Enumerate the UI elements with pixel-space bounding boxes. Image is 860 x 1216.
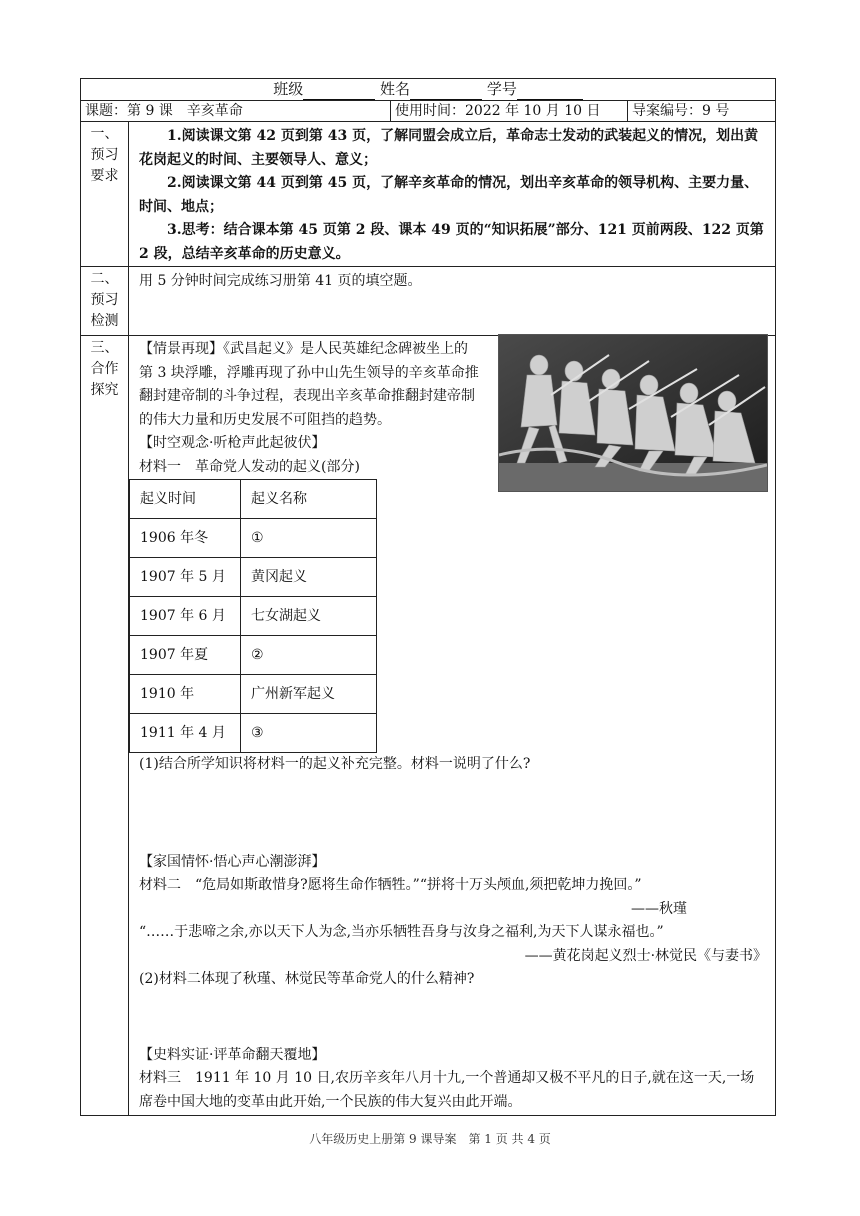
class-blank[interactable] — [303, 84, 375, 100]
table-row: 1910 年 广州新军起义 — [130, 675, 377, 714]
topic: 课题：第 9 课 辛亥革命 — [81, 101, 391, 122]
relief-illustration — [499, 335, 767, 491]
col-head-time: 起义时间 — [130, 480, 241, 519]
page-footer: 八年级历史上册第 9 课导案 第 1 页 共 4 页 — [309, 1132, 551, 1146]
material-2b: “……于悲啼之余,亦以天下人为念,当亦乐牺牲吾身与汝身之福利,为天下人谋永福也。” — [139, 924, 664, 940]
req-2: 2.阅读课文第 44 页到第 45 页，了解辛亥革命的情况，划出辛亥革命的领导机构、主要力量、时间、地点； — [139, 175, 759, 215]
main-table — [80, 78, 776, 1116]
section-1-label: 一、 预习 要求 — [81, 122, 129, 267]
answer-space-2[interactable] — [139, 992, 767, 1044]
class-label: 班级 — [273, 80, 304, 98]
uprising-table — [129, 479, 377, 753]
heading-time-space: 【时空观念·听枪声此起彼伏】 — [139, 435, 326, 451]
section-2-content: 用 5 分钟时间完成练习册第 41 页的填空题。 — [129, 267, 776, 336]
material-3: 材料三 1911 年 10 月 10 日,农历辛亥年八月十九,一个普通却又极不平凡的日子,就在这一天,一场席卷中国大地的变革由此开始,一个民族的伟大复兴由此开端。 — [139, 1070, 755, 1110]
section-1-content — [129, 122, 776, 267]
material-2a: 材料二 “危局如斯敢惜身?愿将生命作牺牲。”“拼将十万头颅血,须把乾坤力挽回。” — [139, 877, 642, 893]
req-1: 1.阅读课文第 42 页到第 43 页，了解同盟会成立后，革命志士发动的武装起义的情况，划出黄花岗起义的时间、主要领导人、意义； — [139, 128, 759, 168]
table-row: 1911 年 4 月 ③ — [130, 714, 377, 753]
question-2: (2)材料二体现了秋瑾、林觉民等革命党人的什么精神? — [139, 971, 475, 987]
header-row — [81, 79, 776, 101]
material-2a-source: ——秋瑾 — [631, 900, 688, 917]
name-blank[interactable] — [410, 84, 482, 100]
answer-space-1[interactable] — [139, 777, 767, 851]
table-row: 1907 年 5 月 黄冈起义 — [130, 558, 377, 597]
table-row: 1906 年冬 ① — [130, 519, 377, 558]
material-1-title: 材料一 革命党人发动的起义(部分) — [139, 458, 360, 475]
wuchang-uprising-relief-image — [498, 334, 768, 492]
guide-code: 导案编号：9 号 — [628, 101, 776, 122]
id-label: 学号 — [486, 80, 517, 98]
name-label: 姓名 — [380, 80, 411, 98]
question-1: (1)结合所学知识将材料一的起义补充完整。材料一说明了什么? — [139, 756, 531, 772]
section-3-label: 三、 合作 探究 — [81, 336, 129, 1116]
scene-text: 【情景再现】《武昌起义》是人民英雄纪念碑被坐上的第 3 块浮雕，浮雕再现了孙中山先生领导的辛亥革命推翻封建帝制的斗争过程，表现出辛亥革命推翻封建帝制的伟大力量和历史发展不可阻挡的趋势。 — [139, 341, 479, 428]
table-row: 1907 年夏 ② — [130, 636, 377, 675]
table-row: 1907 年 6 月 七女湖起义 — [130, 597, 377, 636]
section-2-label: 二、 预习 检测 — [81, 267, 129, 336]
material-2b-source: ——黄花岗起义烈士·林觉民《与妻书》 — [524, 947, 768, 964]
col-head-name: 起义名称 — [241, 480, 377, 519]
id-blank[interactable] — [517, 84, 583, 100]
heading-evidence: 【史料实证·评革命翻天覆地】 — [139, 1046, 326, 1063]
req-3: 3.思考：结合课本第 45 页第 2 段、课本 49 页的“知识拓展”部分、121 页前两段、122 页第 2 段，总结辛亥革命的历史意义。 — [139, 222, 764, 262]
heading-patriotism: 【家国情怀·悟心声心潮澎湃】 — [139, 853, 326, 870]
use-date: 使用时间：2022 年 10 月 10 日 — [391, 101, 628, 122]
worksheet — [80, 78, 775, 1116]
